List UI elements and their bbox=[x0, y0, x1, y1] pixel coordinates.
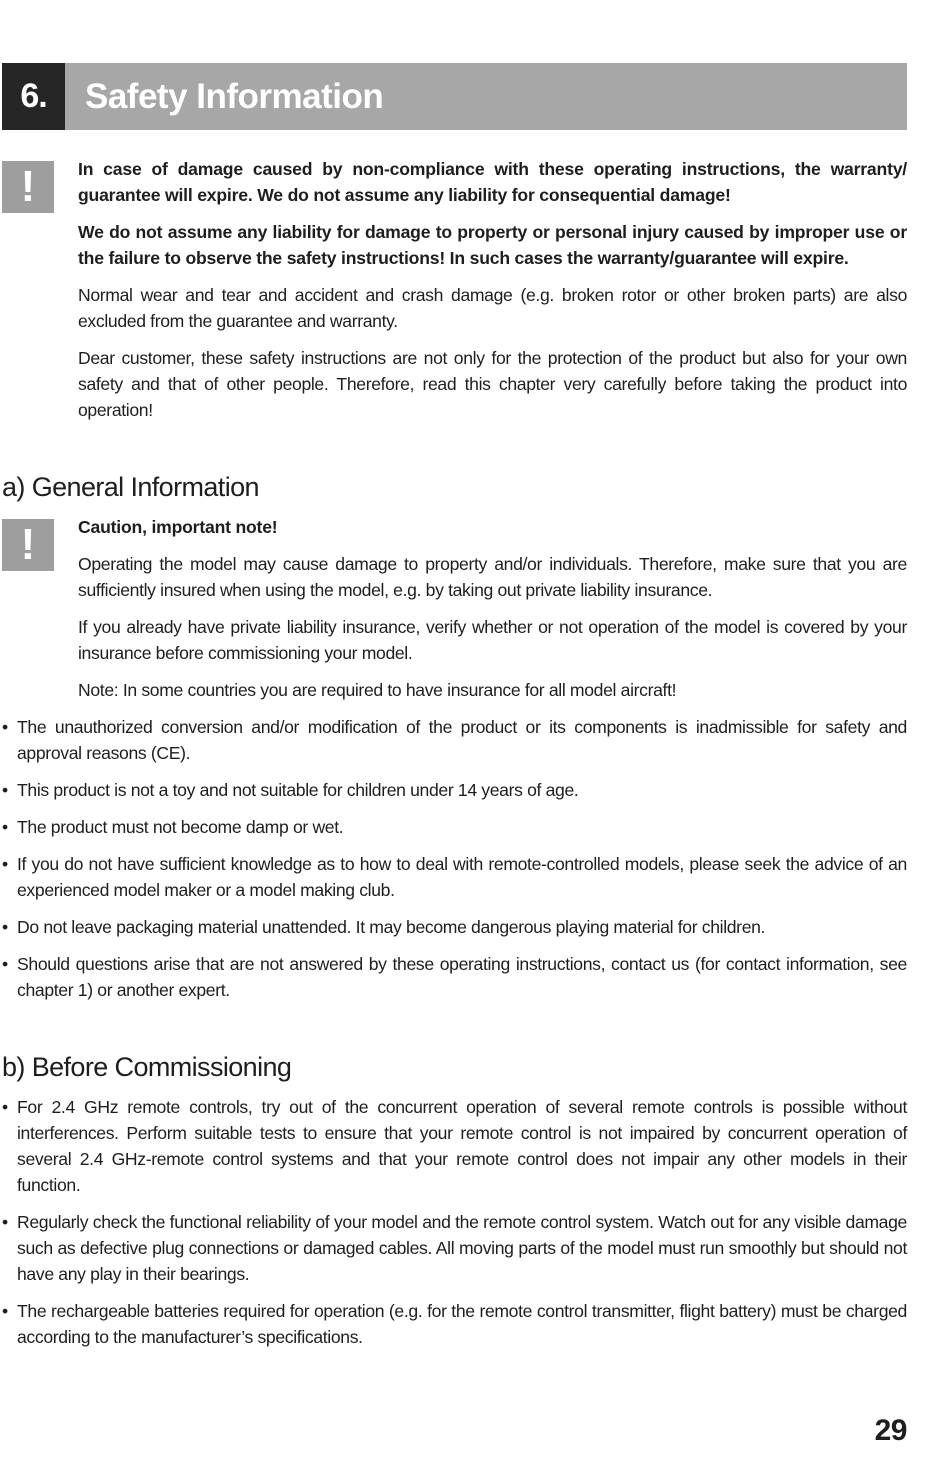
general-paragraph-insurance: Operating the model may cause damage to property and/or individuals. Therefore, make sure that you are sufficiently insured when using the model, e.g. by taking out private liability insurance. bbox=[78, 554, 907, 600]
exclamation-icon: ! bbox=[2, 519, 54, 571]
list-item: • Regularly check the functional reliability of your model and the remote control system. Watch out for any visible damage such as defective plug connections or damaged cables. All moving parts of the model must run smoothly but should not have any play in their bearings. bbox=[2, 1209, 907, 1287]
list-item: • This product is not a toy and not suitable for children under 14 years of age. bbox=[2, 777, 907, 803]
intro-paragraph-warranty: In case of damage caused by non-compliance with these operating instructions, the warranty/ guarantee will expire. We do not assume any liability for consequential damage! bbox=[78, 159, 907, 205]
general-caution-text bbox=[78, 514, 907, 714]
list-item: • If you do not have sufficient knowledge as to how to deal with remote-controlled models, please seek the advice of an experienced model maker or a model making club. bbox=[2, 851, 907, 903]
list-item: • Should questions arise that are not answered by these operating instructions, contact us (for contact information, see chapter 1) or another expert. bbox=[2, 951, 907, 1003]
general-paragraph-note: Note: In some countries you are required to have insurance for all model aircraft! bbox=[78, 680, 677, 700]
chapter-title: Safety Information bbox=[65, 63, 907, 130]
exclamation-icon: ! bbox=[2, 161, 54, 213]
list-item: • The product must not become damp or wet. bbox=[2, 814, 907, 840]
commissioning-bullet-list bbox=[2, 1094, 907, 1361]
chapter-number: 6. bbox=[2, 63, 65, 130]
section-heading-commissioning: b) Before Commissioning bbox=[2, 1052, 292, 1082]
intro-paragraph-customer: Dear customer, these safety instructions are not only for the protection of the product but also for your own safety and that of other people. Therefore, read this chapter very carefully before taking the product into operation! bbox=[78, 348, 907, 420]
intro-paragraph-wear: Normal wear and tear and accident and crash damage (e.g. broken rotor or other broken parts) are also excluded from the guarantee and warranty. bbox=[78, 285, 907, 331]
section-heading-general: a) General Information bbox=[2, 472, 259, 502]
intro-text bbox=[78, 156, 907, 434]
intro-paragraph-liability: We do not assume any liability for damage to property or personal injury caused by improper use or the failure to observe the safety instructions! In such cases the warranty/guarantee will expire. bbox=[78, 222, 907, 268]
page-number: 29 bbox=[874, 1414, 907, 1447]
chapter-header bbox=[2, 63, 907, 130]
list-item: • The unauthorized conversion and/or modification of the product or its components is inadmissible for safety and approval reasons (CE). bbox=[2, 714, 907, 766]
caution-title: Caution, important note! bbox=[78, 517, 278, 537]
list-item: • Do not leave packaging material unattended. It may become dangerous playing material for children. bbox=[2, 914, 907, 940]
list-item: • For 2.4 GHz remote controls, try out of the concurrent operation of several remote controls is possible without interferences. Perform suitable tests to ensure that your remote control is not impaired by concurrent operation of several 2.4 GHz-remote control systems and that your remote control does not impair any other models in their function. bbox=[2, 1094, 907, 1198]
general-bullet-list bbox=[2, 714, 907, 1014]
general-paragraph-liability-check: If you already have private liability insurance, verify whether or not operation of the model is covered by your insurance before commissioning your model. bbox=[78, 617, 907, 663]
list-item: • The rechargeable batteries required for operation (e.g. for the remote control transmitter, flight battery) must be charged according to the manufacturer’s specifications. bbox=[2, 1298, 907, 1350]
